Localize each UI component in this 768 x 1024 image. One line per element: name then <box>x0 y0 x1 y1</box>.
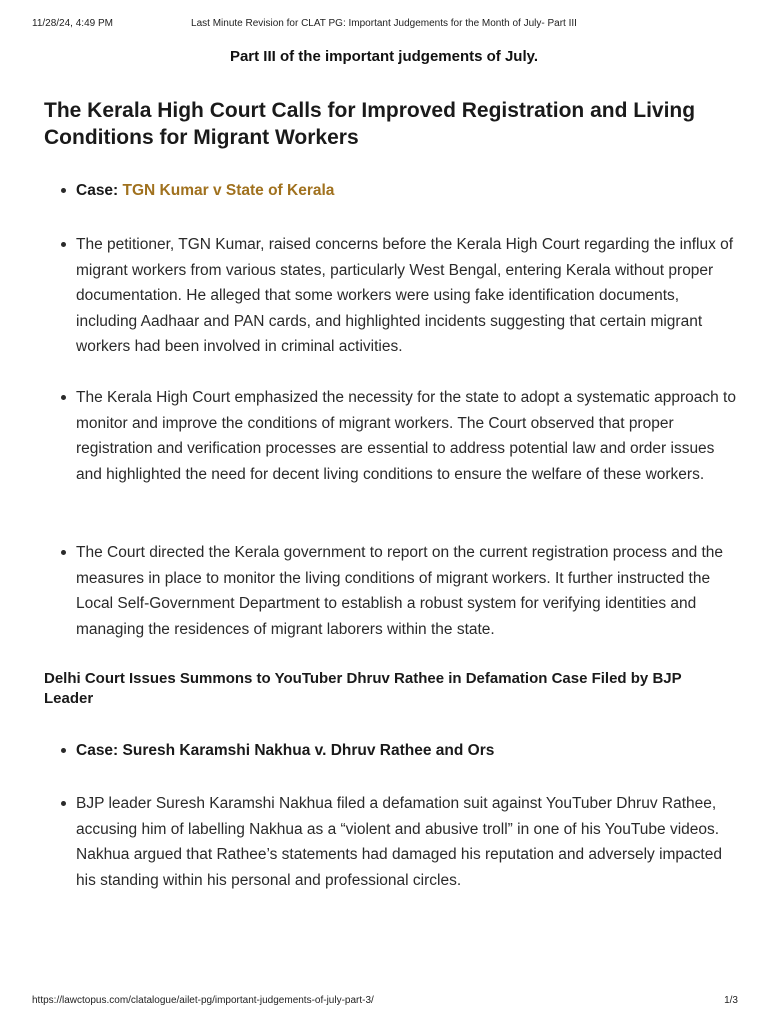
section2-case-item: Case: Suresh Karamshi Nakhua v. Dhruv Rathee and Ors <box>76 738 736 764</box>
section1-paragraph-1: The petitioner, TGN Kumar, raised concerns before the Kerala High Court regarding the influx of migrant workers from various states, particularly West Bengal, entering Kerala without proper documentation. He alleged that some workers were using fake identification documents, including Aadhaar and PAN cards, and highlighted incidents suggesting that certain migrant workers had been involved in criminal activities. <box>76 232 736 360</box>
section1-heading: The Kerala High Court Calls for Improved Registration and Living Conditions for Migrant Workers <box>44 99 696 149</box>
case-label: Case: <box>76 182 123 199</box>
case-link[interactable]: TGN Kumar v State of Kerala <box>122 182 335 199</box>
section2-paragraph-1: BJP leader Suresh Karamshi Nakhua filed a defamation suit against YouTuber Dhruv Rathee, accusing him of labelling Nakhua as a “violent and abusive troll” in one of his YouTube videos. Nakhua argued that Rathee’s statements had damaged his reputation and adversely impacted his standing within his personal and professional circles. <box>76 791 736 893</box>
page-number: 1/3 <box>724 995 738 1006</box>
intro-line: Part III of the important judgements of July. <box>229 48 539 65</box>
print-doc-title: Last Minute Revision for CLAT PG: Important Judgements for the Month of July- Part III <box>191 18 577 29</box>
section2-heading: Delhi Court Issues Summons to YouTuber Dhruv Rathee in Defamation Case Filed by BJP Leader <box>44 670 682 707</box>
section1-case-item <box>76 178 736 204</box>
print-datetime: 11/28/24, 4:49 PM <box>32 18 113 29</box>
section1-paragraph-3: The Court directed the Kerala government to report on the current registration process and the measures in place to monitor the living conditions of migrant workers. It further instructed the Local Self-Government Department to establish a robust system for verifying identities and managing the residences of migrant laborers within the state. <box>76 540 736 642</box>
section1-paragraph-2: The Kerala High Court emphasized the necessity for the state to adopt a systematic approach to monitor and improve the conditions of migrant workers. The Court observed that proper registration and verification processes are essential to address potential law and order issues and highlighted the need for decent living conditions to ensure the welfare of these workers. <box>76 385 736 487</box>
footer-url: https://lawctopus.com/clatalogue/ailet-pg/important-judgements-of-july-part-3/ <box>32 995 374 1006</box>
